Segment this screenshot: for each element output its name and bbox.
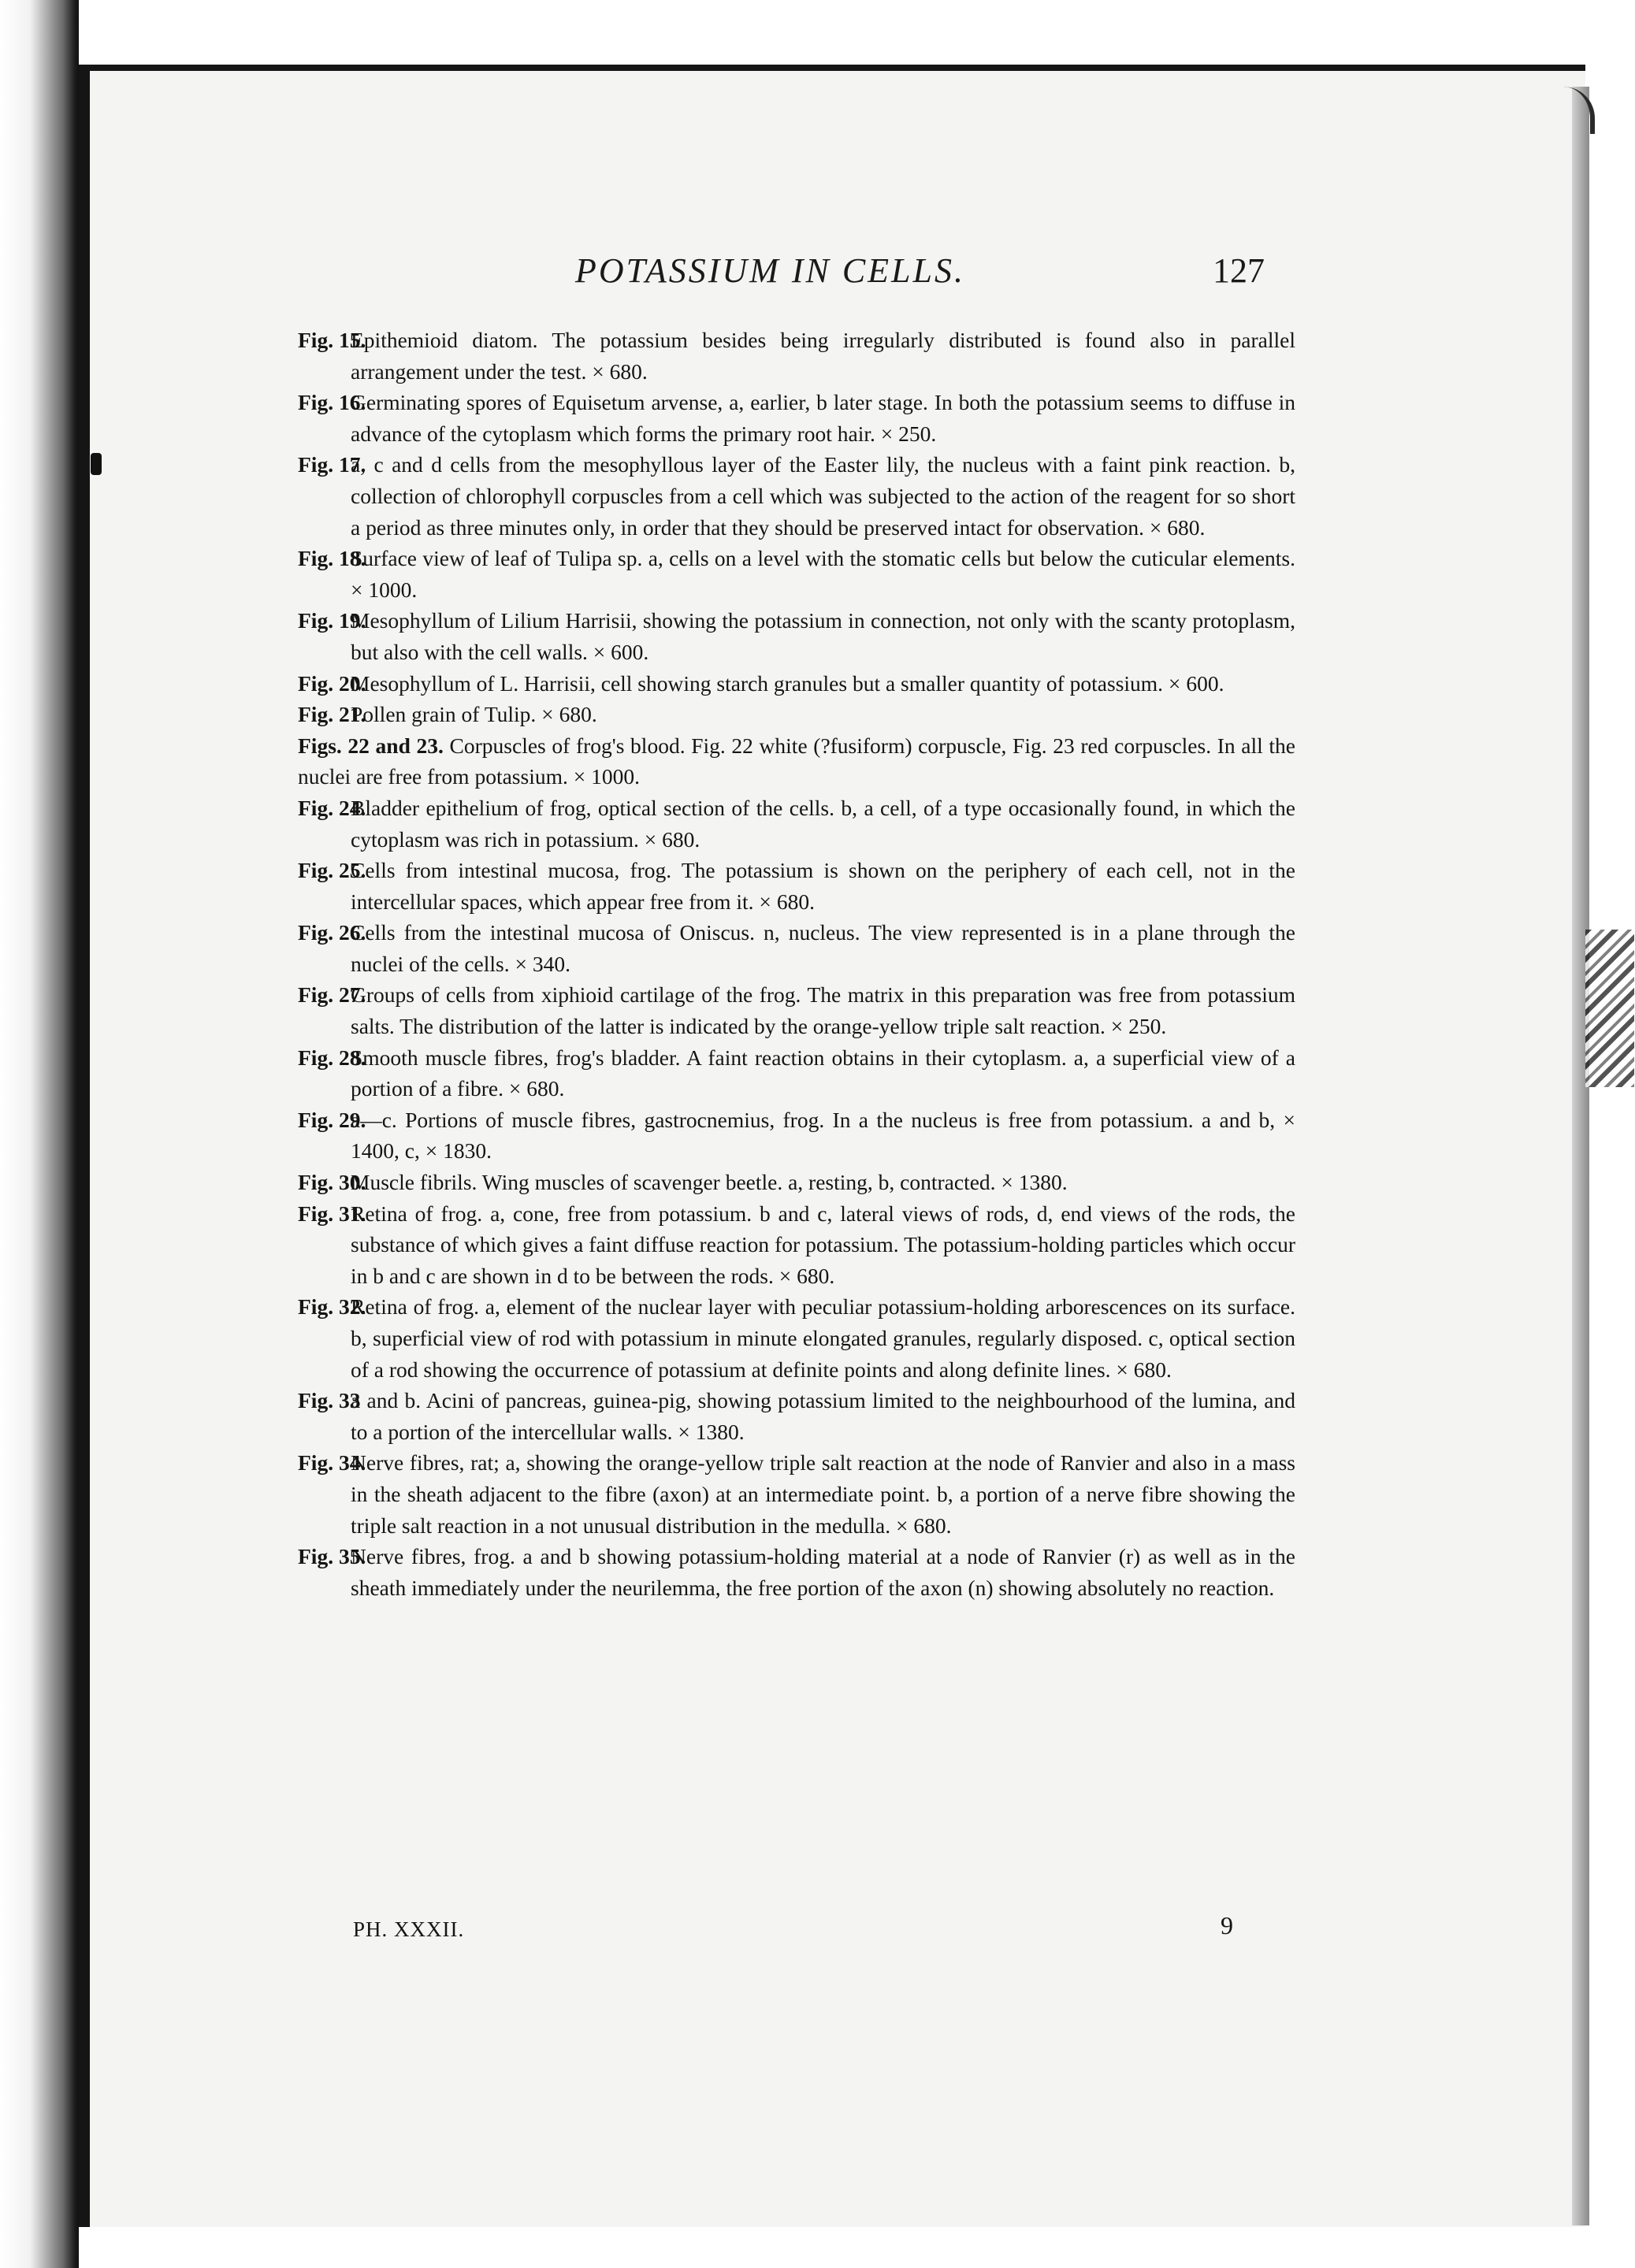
figure-caption <box>298 1167 1295 1198</box>
figure-caption <box>298 699 1295 730</box>
caption-text: Smooth muscle fibres, frog's bladder. A faint reaction obtains in their cytoplasm. a, a superficial view of a portion of a fibre. × 680. <box>351 1045 1295 1101</box>
caption-text: Nerve fibres, rat; a, showing the orange-yellow triple salt reaction at the node of Ranvier and also in a mass in the sheath adjacent to the fibre (axon) at an intermediate point. b, a portion of a nerve fibre showing the triple salt reaction in a not unusual distribution in the medulla. × 680. <box>351 1450 1295 1538</box>
caption-text: Germinating spores of Equisetum arvense, a, earlier, b later stage. In both the potassium seems to diffuse in advance of the cytoplasm which forms the primary root hair. × 250. <box>351 390 1295 446</box>
caption-text: Cells from intestinal mucosa, frog. The potassium is shown on the periphery of each cell, not in the intercellular spaces, which appear free from it. × 680. <box>351 858 1295 914</box>
figure-label: Fig. 16. <box>298 390 366 415</box>
caption-text: Retina of frog. a, element of the nuclear layer with peculiar potassium-holding arborescences on its surface. b, superficial view of rod with potassium in minute elongated granules, regularly disposed. c, optical section of a rod showing the occurrence of potassium at definite points and along definite lines. × 680. <box>351 1294 1295 1382</box>
caption-text: Bladder epithelium of frog, optical section of the cells. b, a cell, of a type occasionally found, in which the cytoplasm was rich in potassium. × 680. <box>351 795 1295 852</box>
figure-caption <box>298 1541 1295 1603</box>
figure-label: Fig. 31. <box>298 1201 366 1226</box>
caption-text: a—c. Portions of muscle fibres, gastrocnemius, frog. In a the nucleus is free from potassium. a and b, × 1400, c, × 1830. <box>351 1107 1295 1164</box>
caption-text: Retina of frog. a, cone, free from potassium. b and c, lateral views of rods, d, end views of the rods, the substance of which gives a faint diffuse reaction for potassium. The potassium-holding particles which occur in b and c are shown in d to be between the rods. × 680. <box>351 1201 1295 1288</box>
figure-caption <box>298 1385 1295 1447</box>
caption-text: Groups of cells from xiphioid cartilage of the frog. The matrix in this preparation was free from potassium salts. The distribution of the latter is indicated by the orange-yellow triple salt reaction. × 250. <box>351 982 1295 1039</box>
figure-label: Fig. 29. <box>298 1107 366 1132</box>
figure-caption <box>298 1291 1295 1385</box>
running-title: POTASSIUM IN CELLS. <box>575 251 965 290</box>
caption-text: Muscle fibrils. Wing muscles of scavenger beetle. a, resting, b, contracted. × 1380. <box>351 1170 1068 1195</box>
figure-label: Figs. 22 and 23. <box>298 733 444 758</box>
binding-edge <box>0 0 79 2268</box>
figure-label: Fig. 26. <box>298 920 366 945</box>
figure-label: Fig. 28. <box>298 1045 366 1070</box>
figure-caption <box>298 605 1295 667</box>
page-number: 127 <box>1213 251 1265 290</box>
binding-mark <box>91 453 102 475</box>
figure-label: Fig. 33 <box>298 1388 361 1413</box>
figure-caption <box>298 793 1295 855</box>
figure-label: Fig. 27. <box>298 982 366 1008</box>
figure-label: Fig. 17. <box>298 452 366 477</box>
figure-caption <box>298 730 1295 793</box>
figure-label: Fig. 32. <box>298 1294 366 1320</box>
caption-text: a and b. Acini of pancreas, guinea-pig, showing potassium limited to the neighbourhood of the lumina, and to a portion of the intercellular walls. × 1380. <box>351 1388 1295 1444</box>
caption-text: Mesophyllum of L. Harrisii, cell showing starch granules but a smaller quantity of potassium. × 600. <box>351 670 1224 696</box>
figure-caption <box>298 449 1295 543</box>
figure-label: Fig. 25. <box>298 858 366 883</box>
figure-caption <box>298 979 1295 1041</box>
caption-text: Corpuscles of frog's blood. Fig. 22 white (?fusiform) corpuscle, Fig. 23 red corpuscles. In all the nuclei are free from potassium. × 1000. <box>298 733 1295 789</box>
caption-text: Cells from the intestinal mucosa of Oniscus. n, nucleus. The view represented is in a plane through the nuclei of the cells. × 340. <box>351 920 1295 976</box>
figure-caption <box>298 1104 1295 1167</box>
figure-caption <box>298 668 1295 700</box>
caption-text: Mesophyllum of Lilium Harrisii, showing the potassium in connection, not only with the scanty protoplasm, but also with the cell walls. × 600. <box>351 608 1295 664</box>
figure-caption <box>298 1042 1295 1104</box>
signature-number: 9 <box>1221 1911 1233 1939</box>
figure-label: Fig. 24. <box>298 795 366 820</box>
caption-text: Epithemioid diatom. The potassium besides being irregularly distributed is found also in parallel arrangement under the test. × 680. <box>351 328 1295 384</box>
figure-caption <box>298 855 1295 917</box>
scan-artifact <box>1585 930 1634 1087</box>
caption-text: Nerve fibres, frog. a and b showing potassium-holding material at a node of Ranvier (r) as well as in the sheath immediately under the neurilemma, the free portion of the axon (n) showing absolutely no reaction. <box>351 1544 1295 1600</box>
figure-label: Fig. 18. <box>298 546 366 571</box>
figure-captions-list <box>298 325 1295 1603</box>
figure-label: Fig. 19. <box>298 608 366 633</box>
figure-label: Fig. 15. <box>298 328 366 352</box>
figure-label: Fig. 30. <box>298 1170 366 1195</box>
figure-caption <box>298 1447 1295 1541</box>
page-edge-shadow <box>1572 87 1589 2225</box>
figure-caption <box>298 387 1295 449</box>
figure-caption <box>298 543 1295 605</box>
figure-label: Fig. 21. <box>298 702 366 727</box>
figure-label: Fig. 34. <box>298 1450 366 1475</box>
figure-label: Fig. 20. <box>298 670 366 696</box>
figure-caption <box>298 1198 1295 1292</box>
page-header <box>315 251 1300 298</box>
caption-text: Surface view of leaf of Tulipa sp. a, cells on a level with the stomatic cells but below the cuticular elements. × 1000. <box>351 546 1295 602</box>
figure-label: Fig. 35. <box>298 1544 366 1569</box>
caption-text: Pollen grain of Tulip. × 680. <box>351 702 597 727</box>
figure-caption <box>298 325 1295 387</box>
printer-signature: PH. XXXII. <box>353 1917 465 1941</box>
caption-text: a, c and d cells from the mesophyllous layer of the Easter lily, the nucleus with a faint pink reaction. b, collection of chlorophyll corpuscles from a cell which was subjected to the action of the reagent for so short a period as three minutes only, in order that they should be preserved intact for observation. × 680. <box>351 452 1295 540</box>
figure-caption <box>298 917 1295 979</box>
